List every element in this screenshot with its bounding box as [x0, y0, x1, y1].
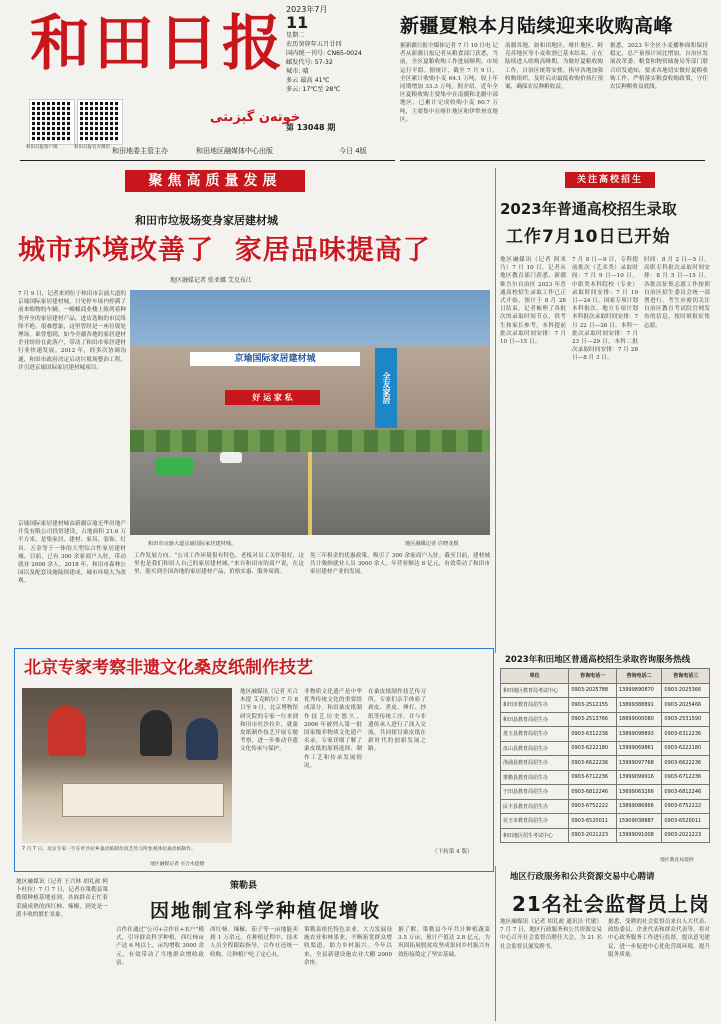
weather-line-2: 多云 最高 41℃ — [286, 77, 330, 84]
hotline-cell-phone: 0903-2021223 — [662, 828, 710, 843]
photo-car-taxi — [155, 458, 193, 476]
hotline-header-phone-2: 咨询电话二 — [616, 669, 662, 684]
hotline-cell-phone: 0903-2513766 — [569, 712, 617, 727]
hotline-cell-unit: 策勒县教育局招生办 — [501, 770, 569, 785]
hotline-header-phone-1: 咨询电话一 — [569, 669, 617, 684]
main-photo-credit: 地区融媒记者 许晓龙摄 — [405, 541, 459, 547]
main-headline: 城市环境改善了 家居品味提高了 — [18, 235, 431, 266]
monitor-kicker: 地区行政服务和公共资源交易中心聘请 — [510, 872, 655, 882]
masthead-uyghur-title: خوتەن گېزىتى — [210, 110, 301, 125]
hotline-cell-phone: 0903-2512155 — [569, 698, 617, 713]
hotline-table-row — [501, 770, 710, 785]
qr-code-client-label: 和田日报客户端 — [26, 145, 58, 150]
lead-bottom-rule — [400, 160, 705, 161]
masthead-rule — [20, 160, 395, 161]
hotline-cell-phone: 13999890870 — [616, 683, 662, 698]
photo-sign-red: 好 运 家 私 — [225, 390, 320, 405]
hotline-table-header — [501, 669, 710, 684]
hotline-cell-phone: 0903-6712236 — [662, 770, 710, 785]
hotline-table-source: 地区教育局提供 — [660, 858, 694, 863]
celer-col-2: 合作社通过“公司+合作社+农户”模式，引导群众科学种植，西红柿亩产达 6 吨以上，亩均增收 3000 余元，有效带动了当地群众增收致富。 — [116, 927, 204, 966]
hotline-cell-phone: 0903-6752222 — [662, 799, 710, 814]
paper-photo — [22, 688, 232, 843]
hotline-cell-unit: 于田县教育局招生办 — [501, 785, 569, 800]
paper-col-4: （下转第 4 版） — [432, 849, 473, 855]
paper-photo-caption: 7 月 7 日，北京专家一行在吐沙拉乡桑皮纸制作技艺传习所参观体验桑皮纸制作。 — [22, 847, 196, 852]
qr-code-wechat-label: 和田日报官方微信 — [74, 145, 110, 150]
issue-number: 第 13048 期 — [286, 123, 336, 132]
exam-col-3: 时间：8 月 2 日—5 日。高职专科批次录取时间安排：8 月 5 日—15 日。各批次征集志愿工作按照自治区招生委员会统一部署进行，考生应密切关注自治区教育考试院官网发布的信息，按时填报征集志愿。 — [644, 257, 710, 329]
monitor-col-1: 地区融媒讯（记者 胡礼政 通讯员 代敏）7 月 7 日，地区行政服务和公共资源交易中心召开社会监督员聘任大会，为 21 名社会监督员颁发聘书。 — [500, 919, 602, 950]
main-col-3: 工作发展方向。“公司工作环境很有特色，老板对员工关怀很好，这里也是我们和田人自己的家居建材城。”来自和田市的商户说，在这里，能买到全国各地的家居建材产品，价格实惠、服务周到。 — [134, 553, 304, 576]
hotline-cell-unit: 和田地区教育局考试中心 — [501, 683, 569, 698]
photo-car-white — [220, 452, 242, 463]
lunar-date: 农历癸卯年五月廿四 — [286, 41, 342, 48]
hotline-header-phone-3: 咨询电话三 — [662, 669, 710, 684]
hotline-header-unit: 单位 — [501, 669, 569, 684]
exam-tag: 关注高校招生 — [565, 172, 655, 188]
paper-col-1: 地区融媒讯（记者 买合木提 艾克帕尔）7 月 8 日至 9 日，北京博物馆研究院的专家一行来到和田市吐沙拉乡，就桑皮纸制作技艺开展专题考察，进一步推动非遗文化传承与保护。 — [240, 689, 298, 753]
paper-photo-person-1 — [48, 706, 86, 756]
hotline-cell-unit: 和田市教育局招生办 — [501, 698, 569, 713]
hotline-cell-unit: 墨玉县教育局招生办 — [501, 727, 569, 742]
hotline-cell-unit: 洛浦县教育局招生办 — [501, 756, 569, 771]
celer-kicker: 策勒县 — [230, 881, 258, 891]
hotline-cell-phone: 0903-6622236 — [662, 756, 710, 771]
celer-col-5: 据了解，策勒县今年共计种植蔬菜 3.5 万亩，预计产值达 2.8 亿元，为巩固拓展脱贫攻坚成果同乡村振兴有效衔接奠定了坚实基础。 — [398, 927, 490, 958]
main-byline: 地区融媒记者 张亚娜 艾克布江 — [170, 277, 252, 284]
celer-col-3: 西红柿、辣椒、茄子等一亩地能卖到 1 万余元。在种植过程中，技术人员全程跟踪指导，合作社还统一收购，让种植户吃了定心丸。 — [210, 927, 298, 958]
hotline-cell-phone: 0903-6622236 — [569, 756, 617, 771]
monitor-headline: 21名社会监督员上岗 — [512, 892, 710, 916]
main-col-1: 7 月 9 日，记者来到位于和田市京涌大道的京瑜国际家居建材城，只见停车场内停满了前来购物的车辆。一幢幢商业楼上陈列着种类齐全的家居建材产品，进店选购的市民络绎不绝。很难想象，这里曾经是一座垃圾处理场。谁曾想到，如今全疆各地的家居建材企业纷纷在此落户，带动了和田市家居建材行业快速发展。2012 年，经多次协调沟通，和田市政府决定启动垃圾场整治工程，并引进京瑜国际家居建材城项目。 — [18, 291, 126, 371]
hotline-cell-phone: 0903-6312236 — [662, 727, 710, 742]
photo-sign-main: 京瑜国际家居建材城 — [190, 352, 360, 366]
hotline-table-row — [501, 698, 710, 713]
hotline-cell-phone: 13899388891 — [616, 698, 662, 713]
cn-code: 国内统一刊号: CN65-0024 — [286, 50, 362, 57]
main-col-4: 免三年租金的优惠政策，吸引了 300 余家商户入驻。截至目前，建材城共计吸纳就业人员 3000 余人，年营业额达 8 亿元，有效带动了和田市家居建材产业的发展。 — [310, 553, 490, 576]
weather-line-3: 多云: 17℃至 28℃ — [286, 86, 341, 93]
column-divider — [495, 168, 496, 653]
celer-col-1: 地区融媒讯（记者 王兴林 胡礼政 阿卜杜拉）7 月 7 日，记者在策勒县策勒镇种植基地看到，各族群众正忙着采摘成熟的西红柿、辣椒，到处是一派丰收的繁忙景象。 — [16, 879, 108, 918]
hotline-table-title: 2023年和田地区普通高校招生录取咨询服务热线 — [505, 655, 691, 665]
hotline-cell-unit: 和田地区招生考试中心 — [501, 828, 569, 843]
hotline-table-row — [501, 814, 710, 829]
hotline-cell-unit: 皮山县教育局招生办 — [501, 741, 569, 756]
main-photo-caption: 和田市京瑜大道京瑜国际家居建材城。 — [148, 541, 237, 547]
hotline-cell-phone: 15909038887 — [616, 814, 662, 829]
publisher-2: 和田地区融媒体中心出版 — [196, 147, 273, 155]
hotline-cell-phone: 0903-6222180 — [569, 741, 617, 756]
hotline-table-row — [501, 785, 710, 800]
photo-sign-tower: 全友家居 — [375, 348, 397, 428]
hotline-cell-phone: 0903-6520011 — [662, 814, 710, 829]
exam-headline-1: 2023年普通高校招生录取 — [500, 200, 677, 218]
hotline-cell-unit: 昆玉市教育局招生办 — [501, 814, 569, 829]
hotline-table-row — [501, 828, 710, 843]
paper-photo-person-2 — [140, 710, 172, 756]
celer-headline: 因地制宜科学种植促增收 — [150, 900, 382, 922]
photo-trees — [130, 430, 490, 452]
hotline-cell-phone: 0903-6752222 — [569, 799, 617, 814]
paper-photo-credit: 地区融媒记者 买合木提摄 — [150, 862, 205, 867]
hotline-cell-phone: 0903-6520011 — [569, 814, 617, 829]
paper-photo-person-3 — [186, 718, 218, 760]
hotline-table-row — [501, 683, 710, 698]
hotline-cell-phone: 13999099916 — [616, 770, 662, 785]
main-col-2: 京瑜国际家居建材城由新疆京瑜无华房地产开发有限公司投资建设，占地面积 21.6 万平方米，是集家居、建材、家具、装饰、灯具、五金等于一体的大型综合性家居建材城。目前，已有 300 余家商户入驻，带动就业 2000 余人。2018 年，和田市森林公园以及配套设施陆续建成，城市环境大为改观。 — [18, 521, 126, 585]
qr-code-wechat[interactable] — [78, 100, 122, 144]
hotline-cell-phone: 0903-2025366 — [662, 683, 710, 698]
publisher: 和田地委主管主办 — [112, 147, 168, 155]
postal-code: 邮发代号: 57-32 — [286, 59, 333, 66]
main-photo — [130, 290, 490, 535]
date-day: 11 — [286, 13, 309, 32]
lead-col-3: 据悉，2023 年全区小麦播种面积保持稳定，总产量预计同比增加。自治区发展改革委、粮食和物资储备局等部门联合印发通知，要求各地切实做好夏粮收购工作，严格落实粮食收购政策，守住农民种粮收益底线。 — [610, 43, 708, 91]
hotline-table-row — [501, 756, 710, 771]
hotline-table-row — [501, 741, 710, 756]
hotline-cell-phone: 13999097768 — [616, 756, 662, 771]
hotline-cell-phone: 0903-6712236 — [569, 770, 617, 785]
hotline-table-row — [501, 799, 710, 814]
monitor-col-2: 据悉，受聘的社会监督员来自人大代表、政协委员、企业代表和群众代表等，将对中心政务服务工作进行监督，提出意见建议，进一步促进中心优化营商环境，提升服务质量。 — [608, 919, 710, 958]
hotline-cell-phone: 0903-6222180 — [662, 741, 710, 756]
weather-line-1: 城市: 晴 — [286, 68, 309, 75]
paper-photo-tray — [62, 783, 224, 817]
hotline-cell-phone: 18899000080 — [616, 712, 662, 727]
hotline-cell-phone: 13899086866 — [616, 799, 662, 814]
date-year-month: 2023年7月 — [286, 5, 328, 14]
hotline-cell-phone: 0903-6312236 — [569, 727, 617, 742]
exam-col-2: 7 月 8 日—9 日，专科提前批次（艺术类）录取时间：7 月 9 日—10 日，中职类本科院校（专业）录取时间安排：7 月 19 日—24 日，国家专项计划本科批次、地方专项计划本科批次录取时间安排：7 月 22 日—26 日。本科一批次录取时间安排：7 月 23 日—29 日。本科二批次录取时间安排：7 月 28 日—8 月 3 日。 — [572, 257, 638, 362]
focus-banner: 聚焦高质量发展 — [125, 170, 305, 192]
lead-col-2: 南疆各地，如和田地区、喀什地区、阿克苏地区等小麦收割已基本结束，正在陆续进入收购高峰期。为做好夏粮收购工作，自治区统筹安排，指导各地加强收购组织，及时启动最低收购价执行预案，确保农民种粮收益。 — [505, 43, 603, 91]
hotline-cell-unit: 民丰县教育局招生办 — [501, 799, 569, 814]
qr-code-client[interactable] — [30, 100, 74, 144]
hotline-cell-phone: 0903-6812246 — [569, 785, 617, 800]
masthead-date-info — [286, 5, 396, 94]
exam-headline-2: 工作7月10日已开始 — [506, 227, 671, 247]
hotline-cell-phone: 0903-2025788 — [569, 683, 617, 698]
hotline-table-row — [501, 727, 710, 742]
main-kicker: 和田市垃圾场变身家居建材城 — [135, 214, 278, 227]
hotline-cell-phone: 0903-6812246 — [662, 785, 710, 800]
hotline-cell-phone: 13899098893 — [616, 727, 662, 742]
hotline-table-row — [501, 712, 710, 727]
celer-col-4: 策勒县依托特色农业，大力发展设施农业和林果业，不断拓宽群众增收渠道，助力乡村振兴。今年以来，全县新建设施农业大棚 2000 余座。 — [304, 927, 392, 966]
column-divider-bottom — [495, 866, 496, 1021]
hotline-cell-phone: 13999069861 — [616, 741, 662, 756]
hotline-cell-phone: 0903-2025466 — [662, 698, 710, 713]
hotline-cell-phone: 13999091008 — [616, 828, 662, 843]
paper-col-2: 非物质文化遗产是中华优秀传统文化的重要组成部分。和田桑皮纸制作技艺历史悠久，2006 年被列入第一批国家级非物质文化遗产名录。专家详细了解了桑皮纸的原料选择、制作工艺和传承发展情况。 — [304, 689, 362, 769]
hotline-cell-phone: 13699063266 — [616, 785, 662, 800]
hotline-cell-unit: 和田县教育局招生办 — [501, 712, 569, 727]
hotline-cell-phone: 0903-2021223 — [569, 828, 617, 843]
hotline-table — [500, 668, 710, 843]
paper-headline: 北京专家考察非遗文化桑皮纸制作技艺 — [24, 658, 313, 678]
exam-col-1: 地区融媒讯（记者 阿米乃）7 月 10 日，记者从地区教育部门获悉，新疆维吾尔自治区 2023 年普通高校招生录取工作已正式开始，预计于 8 月 28 日结束。记者梳理了各批次的录取时间节点，供考生和家长参考。本科提前批次录取时间安排：7 月 10 日—15 日。 — [500, 257, 566, 346]
photo-road-line — [308, 452, 312, 535]
hotline-cell-phone: 0903-2531590 — [662, 712, 710, 727]
page-count: 今日 4版 — [339, 147, 367, 155]
paper-col-3: 在桑皮纸制作技艺传习所，专家们亲手体验了剥皮、煮皮、捶打、抄纸等传统工序，并与非遗传承人进行了深入交流，共同探讨桑皮纸在新时代的创新发展之路。 — [368, 689, 426, 753]
lead-headline: 新疆夏粮本月陆续迎来收购高峰 — [400, 15, 674, 37]
lead-col-1: 据新疆日报全媒体记者 7 月 10 日电 记者从新疆日报记者从粮食部门获悉，当前，全区夏粮收购工作进展顺利，市场运行平稳。据统计，截至 7 月 9 日，全区累计收购小麦 64.1 万吨，较上年同期增加 33.3 万吨。据介绍，近年全区夏粮收购主要集中在南疆和北疆中部地区，已累计完成收购小麦 60.7 万吨，主要集中在喀什地区和伊犁州直地区。 — [400, 43, 498, 123]
masthead-title: 和田日报 — [30, 9, 286, 79]
weekday: 星期二 — [286, 32, 305, 39]
